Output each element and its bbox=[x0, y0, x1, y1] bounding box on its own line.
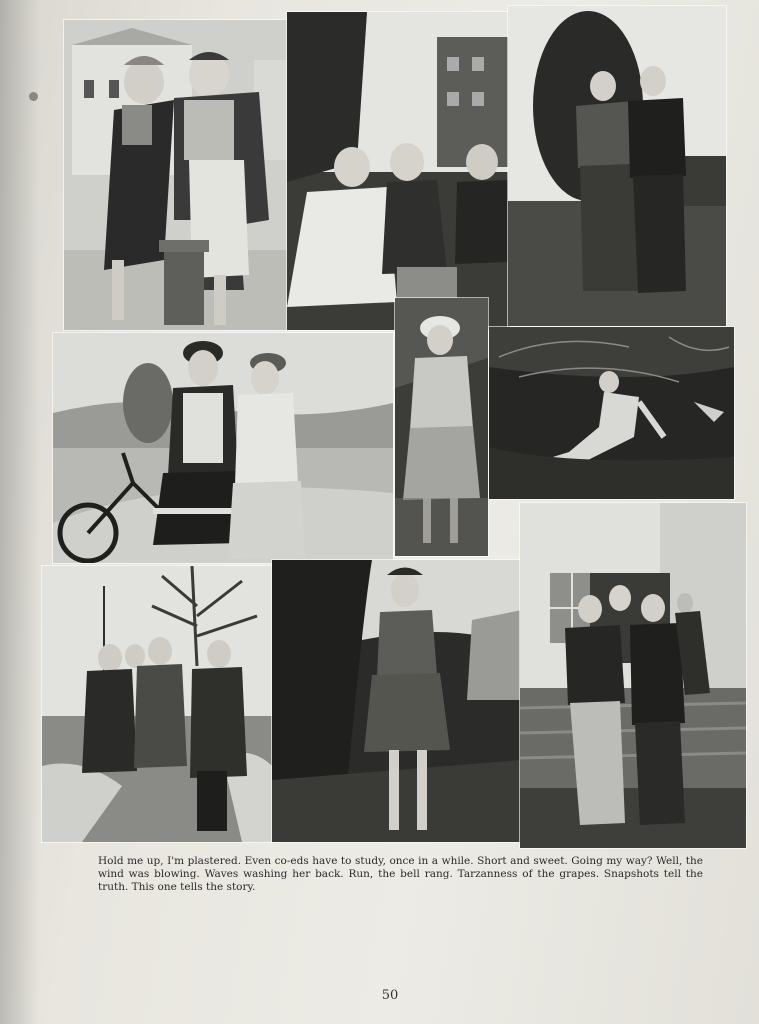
photo-two-girls-bicycle bbox=[53, 333, 393, 563]
photo-three-girls-sitting bbox=[287, 12, 510, 330]
photo-caption: Hold me up, I'm plastered. Even co-eds have to study, once in a while. Short and sweet. Going my way? Well, the wind was blowing. Waves washing her back. Run, the bell rang. Tarzanness of the grapes. Snapshots tell the truth. This one tells the story. bbox=[98, 855, 703, 893]
page-number: 50 bbox=[381, 988, 399, 1003]
photo-girl-in-bonnet bbox=[395, 298, 488, 556]
photo-girl-lying-in-grass bbox=[489, 327, 734, 499]
photo-girl-in-dress-trees bbox=[272, 560, 522, 842]
binding-shadow bbox=[0, 0, 40, 1024]
photo-two-girls-hydrant bbox=[64, 20, 288, 330]
photo-four-girls-walking bbox=[42, 566, 272, 842]
photo-two-boys-standing bbox=[508, 6, 726, 326]
ink-smudge bbox=[29, 92, 38, 101]
photo-boy-carrying-girl bbox=[520, 503, 746, 848]
